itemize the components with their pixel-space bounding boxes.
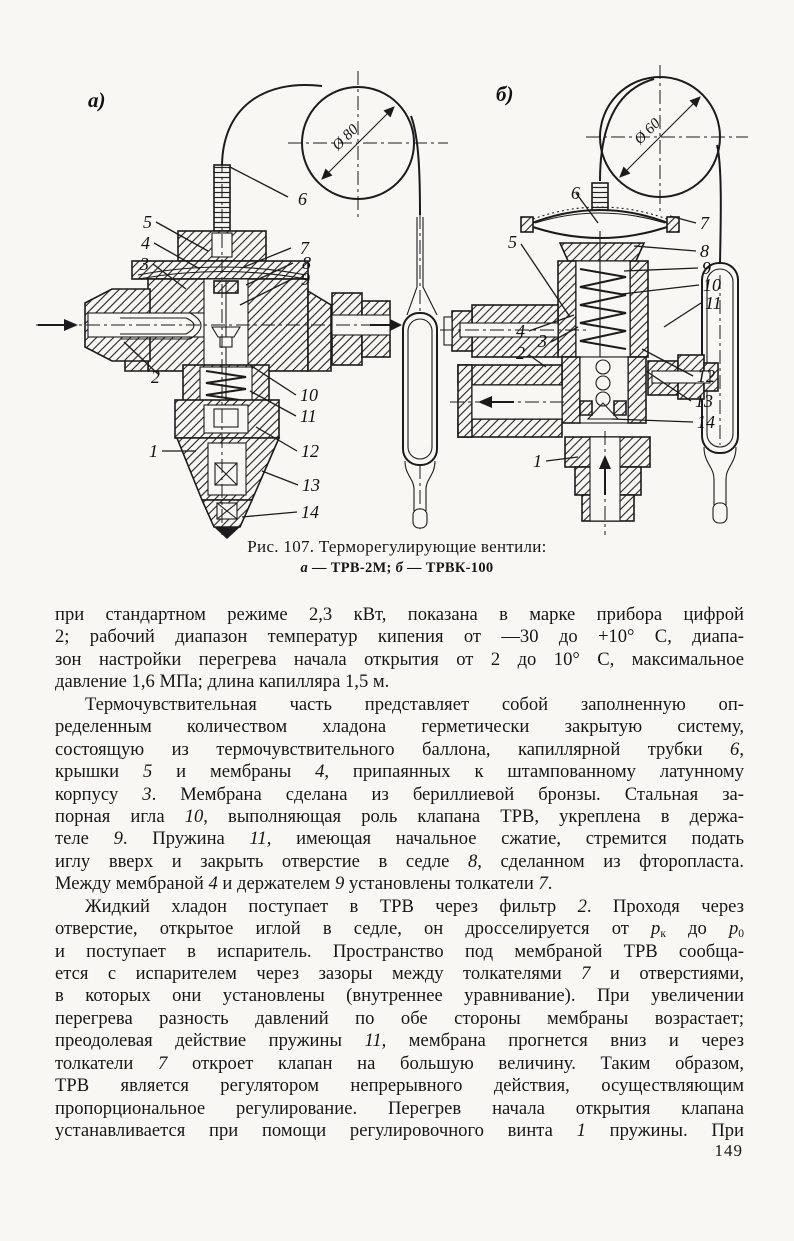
- callout-number: 12: [697, 366, 715, 386]
- thermal-bulb-a: [403, 215, 437, 533]
- figure-107-drawing: [0, 65, 794, 540]
- callout-number: 12: [301, 441, 319, 461]
- callout-leader: [634, 246, 696, 251]
- text-line: 2; рабочий диапазон температур кипения от —30 до +10° С, диапа-: [55, 626, 744, 648]
- text-line: корпусу 3. Мембрана сделана из бериллиевой бронзы. Стальная за-: [55, 783, 744, 805]
- capillary-coil-a: [222, 71, 448, 217]
- callout-number: 14: [301, 502, 319, 522]
- text-line: преодолевая действие пружины 11, мембрана прогнется вниз и через: [55, 1030, 744, 1052]
- text-line: Между мембраной 4 и держателем 9 установлены толкатели 7.: [55, 873, 553, 895]
- callout-number: 2: [516, 343, 525, 363]
- callout-number: 9: [702, 258, 711, 278]
- text-line: состоящую из термочувствительного баллона, капиллярной трубки 6,: [55, 738, 744, 760]
- callout-leader: [262, 471, 298, 485]
- callout-number: 3: [140, 254, 149, 274]
- callout-number: 11: [705, 293, 722, 313]
- figure-caption-subtitle: а — ТРВ-2М; б — ТРВК-100: [300, 560, 494, 576]
- valve-a-drawing: [36, 71, 448, 539]
- coil-a-diameter-label: Ø 80: [329, 121, 362, 154]
- panel-b-label: б): [496, 82, 514, 106]
- callout-number: 5: [508, 232, 517, 252]
- callout-number: 8: [700, 241, 709, 261]
- body-text: [55, 604, 744, 1143]
- callout-number: 5: [143, 212, 152, 232]
- text-line: Жидкий хладон поступает в ТРВ через фильтр 2. Проходя через: [85, 895, 744, 917]
- text-line: в которых они установлены (внутреннее уравнивание). При увеличении: [55, 985, 744, 1007]
- text-line: иглу вверх и закрыть отверстие в седле 8, сделанном из фторопласта.: [55, 850, 744, 872]
- text-line: порная игла 10, выполняющая роль клапана ТРВ, укреплена в держа-: [55, 805, 744, 827]
- flange-b: [560, 243, 644, 261]
- valve-chamber-b: [562, 357, 646, 423]
- text-line: пропорциональное регулирование. Перегрев начала открытия клапана: [55, 1097, 744, 1119]
- callout-number: 2: [151, 367, 160, 387]
- text-line: крышки 5 и мембраны 4, припаянных к штампованному латунному: [55, 761, 744, 783]
- text-line: отверстие, открытое иглой в седле, он дросселируется от $р_к$ до $р_0$: [55, 918, 744, 941]
- figure-107: [0, 65, 794, 540]
- text-line: толкатели 7 откроет клапан на большую величину. Таким образом,: [55, 1052, 744, 1074]
- callout-number: 3: [538, 331, 547, 351]
- page-number: 149: [714, 1141, 743, 1160]
- flow-arrow-in-a: [38, 319, 78, 331]
- text-line: ется с испарителем через зазоры между толкателями 7 и отверстиями,: [55, 963, 744, 984]
- callout-leader: [242, 512, 297, 517]
- callout-number: 9: [301, 269, 310, 289]
- text-line: зон настройки перегрева начала открытия от 2 до 10° С, максимальное: [55, 648, 744, 670]
- panel-a-label: а): [88, 88, 106, 112]
- callout-number: 1: [533, 451, 542, 471]
- figure-caption-title: Рис. 107. Терморегулирующие вентили:: [247, 537, 547, 556]
- text-line: ределенным количеством хладона герметически закрытую систему,: [55, 716, 744, 738]
- callout-number: 7: [700, 213, 709, 233]
- callout-number: 11: [300, 406, 317, 426]
- callout-number: 10: [703, 275, 721, 295]
- text-line: теле 9. Пружина 11, имеющая начальное сжатие, стремится подать: [55, 828, 744, 850]
- callout-number: 1: [149, 441, 158, 461]
- callout-number: 6: [571, 183, 580, 203]
- outlet-b: [450, 365, 566, 437]
- callout-number: 7: [300, 238, 309, 258]
- text-line: ТРВ является регулятором непрерывного действия, осуществляющим: [55, 1075, 744, 1097]
- coil-b-diameter-label: Ø 60: [631, 115, 664, 148]
- valve-b-drawing: [440, 65, 748, 535]
- callout-number: 4: [516, 321, 525, 341]
- text-line: перегрева разность давлений по обе стороны мембраны возрастает;: [55, 1007, 744, 1029]
- callout-leader: [664, 303, 701, 327]
- callout-number: 13: [302, 475, 320, 495]
- callout-number: 6: [298, 189, 307, 209]
- text-line: давление 1,6 МПа; длина капилляра 1,5 м.: [55, 671, 390, 693]
- callout-number: 14: [697, 412, 715, 432]
- figure-caption: [0, 537, 794, 577]
- text-line: устанавливается при помощи регулировочного винта 1 пружины. При: [55, 1120, 744, 1142]
- text-line: и поступает в испаритель. Пространство под мембраной ТРВ сообща-: [55, 940, 744, 962]
- callout-leader: [230, 167, 288, 197]
- callout-number: 4: [141, 233, 150, 253]
- text-line: Термочувствительная часть представляет собой заполненную оп-: [85, 693, 744, 715]
- callout-number: 13: [695, 391, 713, 411]
- callout-number: 8: [302, 253, 311, 273]
- inlet-b: [565, 431, 650, 535]
- needle-spring-housing-a: [175, 365, 279, 539]
- callout-number: 10: [300, 385, 318, 405]
- text-line: при стандартном режиме 2,3 кВт, показана в марке прибора цифрой: [55, 604, 744, 625]
